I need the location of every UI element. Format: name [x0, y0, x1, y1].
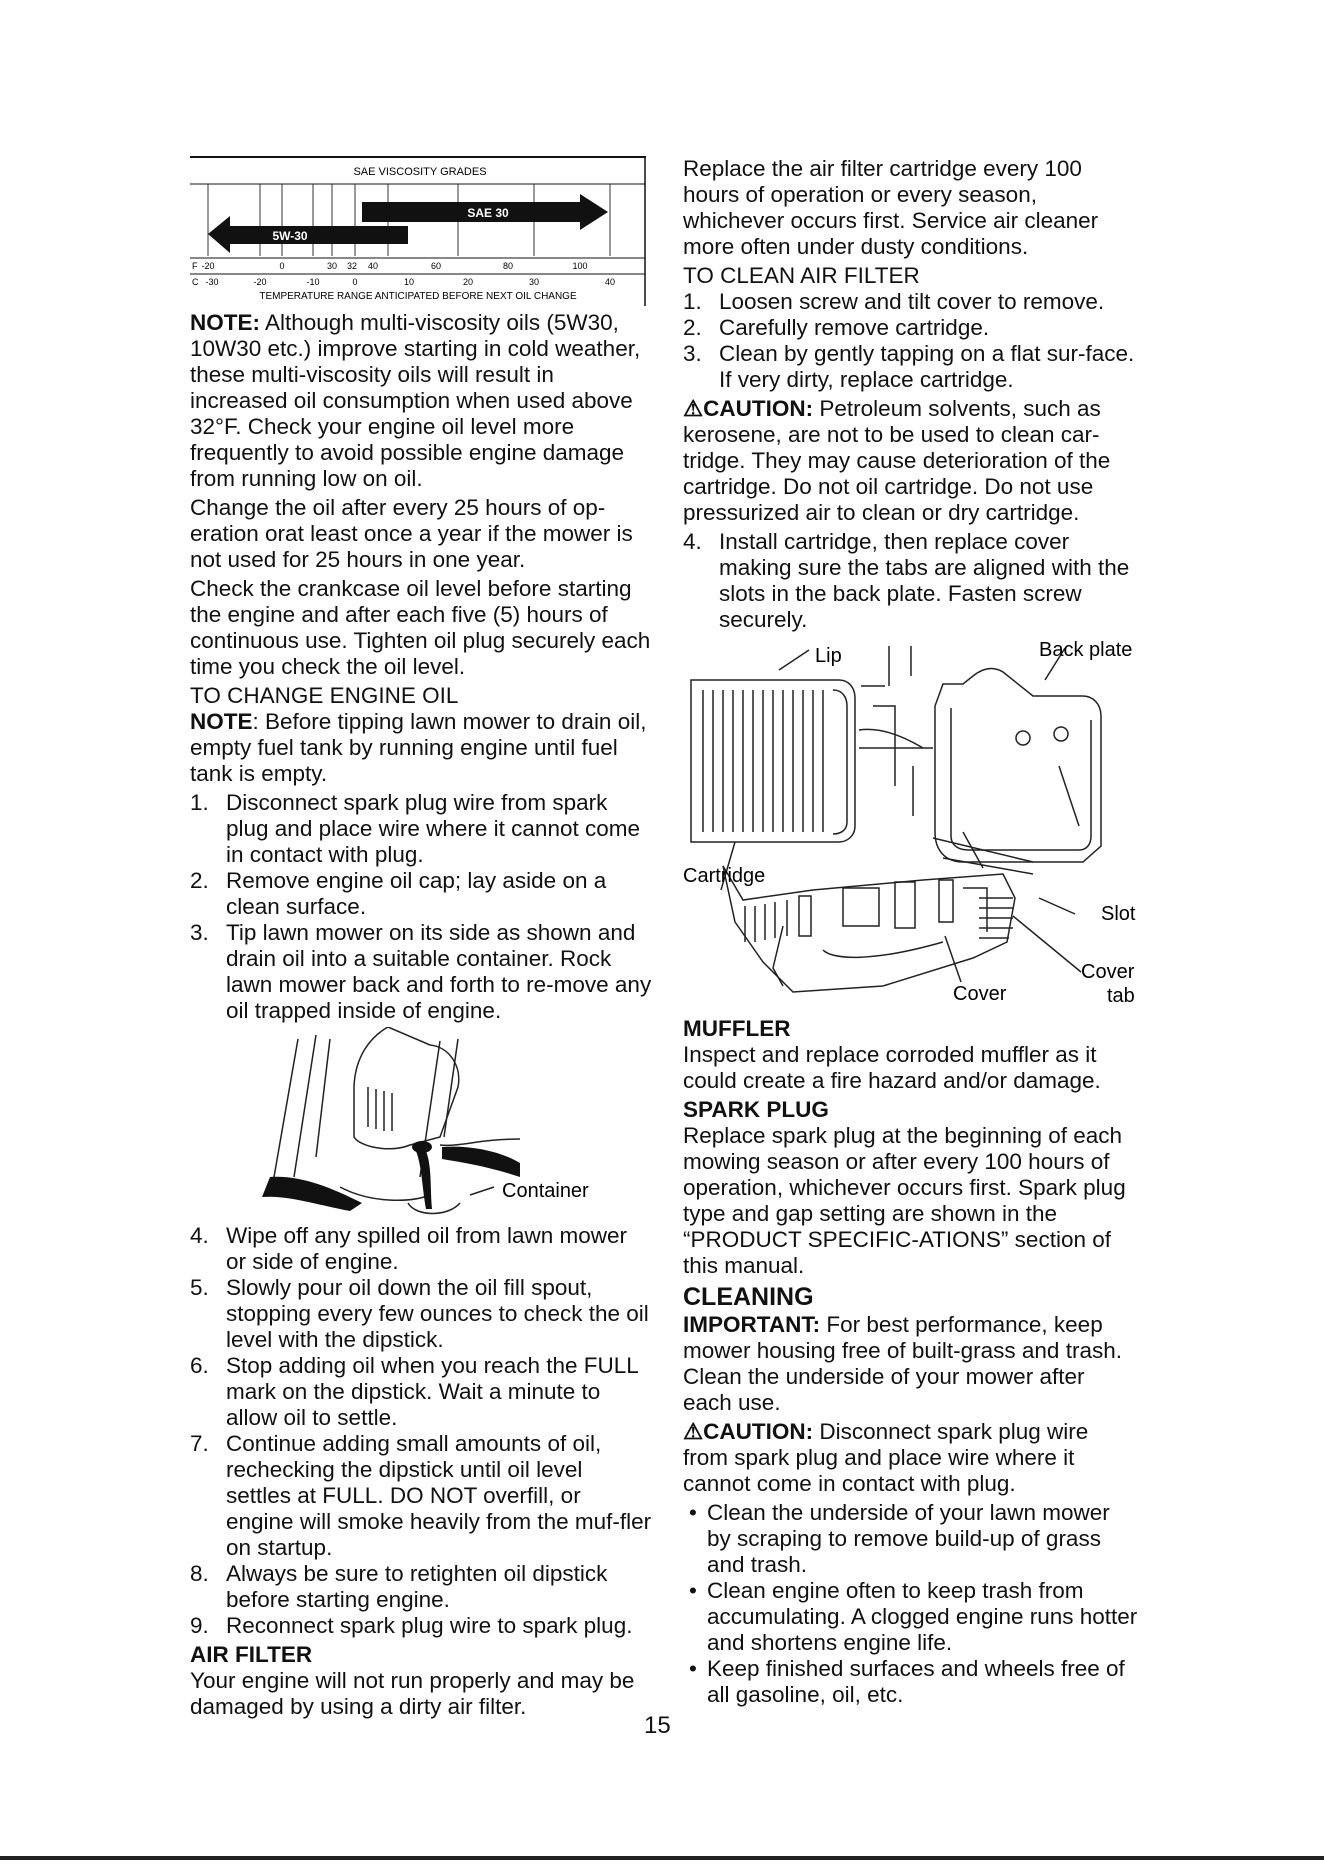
bullet-text: Keep finished surfaces and wheels free of all gasoline, oil, etc. — [707, 1656, 1125, 1707]
heading-change-engine-oil: TO CHANGE ENGINE OIL — [190, 683, 459, 708]
list-item — [190, 868, 652, 920]
c-tick: -30 — [205, 277, 219, 287]
oil-refill-steps — [190, 1223, 652, 1639]
bullet-text: Clean the underside of your lawn mower by scraping to remove build-up of grass and trash. — [707, 1500, 1110, 1577]
important-text: For best performance, keep mower housing free of built-grass and trash. Clean the underside of your mower after each use. — [683, 1312, 1122, 1415]
note-text: : Before tipping lawn mower to drain oil, empty fuel tank by running engine until fuel tank is empty. — [190, 709, 647, 786]
heading-air-filter: AIR FILTER — [190, 1642, 313, 1667]
step-text: Reconnect spark plug wire to spark plug. — [226, 1613, 633, 1638]
back-plate-label: Back plate — [1039, 639, 1133, 661]
list-item — [683, 1656, 1138, 1708]
f-tick: 40 — [367, 261, 379, 271]
air-filter-steps — [683, 289, 1138, 393]
important-note — [683, 1312, 1138, 1416]
step-number: 6. — [190, 1353, 209, 1378]
warning-triangle-icon: ⚠ — [683, 1419, 704, 1444]
list-item — [683, 529, 1138, 633]
step-number: 9. — [190, 1613, 209, 1638]
viscosity-chart-graphic — [190, 156, 646, 306]
f-tick: 80 — [502, 261, 514, 271]
heading-spark-plug: SPARK PLUG — [683, 1097, 829, 1122]
caution-label: CAUTION: — [703, 396, 814, 421]
air-filter-steps-continued — [683, 529, 1138, 633]
list-item — [190, 920, 652, 1024]
step-number: 2. — [683, 315, 702, 340]
bottom-border — [0, 1856, 1324, 1860]
note-multi-viscosity — [190, 310, 652, 492]
step-text: Remove engine oil cap; lay aside on a clean surface. — [226, 868, 607, 919]
note-label: NOTE — [190, 709, 253, 734]
step-number: 1. — [683, 289, 702, 314]
muffler-text: Inspect and replace corroded muffler as it could create a fire hazard and/or damage. — [683, 1042, 1101, 1093]
bullet: • — [689, 1578, 697, 1603]
heading-muffler: MUFFLER — [683, 1016, 791, 1041]
c-tick: 20 — [462, 277, 474, 287]
step-text: Disconnect spark plug wire from spark plug and place wire where it cannot come in contact with plug. — [226, 790, 640, 867]
c-tick: 40 — [604, 277, 616, 287]
note-text: Although multi-viscosity oils (5W30, 10W30 etc.) improve starting in cold weather, these multi-viscosity oils will result in increased oil consumption when used above 32°F. Check your engine oil level more frequently to avoid possible engine damage from running low on oil. — [190, 310, 641, 491]
celsius-label: C — [192, 277, 199, 287]
oil-change-interval: Change the oil after every 25 hours of op-eration orat least once a year if the mower is not used for 25 hours in one year. — [190, 495, 633, 572]
slot-label: Slot — [1101, 903, 1136, 925]
oil-level-check: Check the crankcase oil level before starting the engine and after each five (5) hours of continuous use. Tighten oil plug securely each time you check the oil level. — [190, 576, 651, 679]
drain-oil-illustration — [190, 1027, 652, 1221]
step-number: 2. — [190, 868, 209, 893]
bullet: • — [689, 1656, 697, 1681]
step-text: Stop adding oil when you reach the FULL mark on the dipstick. Wait a minute to allow oil to settle. — [226, 1353, 638, 1430]
step-number: 4. — [683, 529, 702, 554]
step-text: Tip lawn mower on its side as shown and drain oil into a suitable container. Rock lawn mower back and forth to re-move any oil trapped inside of engine. — [226, 920, 652, 1023]
step-text: Always be sure to retighten oil dipstick before starting engine. — [226, 1561, 608, 1612]
f-tick: 32 — [346, 261, 358, 271]
list-item — [190, 1561, 652, 1613]
step-number: 3. — [190, 920, 209, 945]
air-filter-interval: Replace the air filter cartridge every 100 hours of operation or every season, whichever occurs first. Service air cleaner more often under dusty conditions. — [683, 156, 1099, 259]
cover-tab-label-line1: Cover — [1081, 961, 1135, 983]
list-item — [683, 315, 1138, 341]
5w30-label: 5W-30 — [272, 229, 308, 243]
list-item — [190, 1431, 652, 1561]
heading-cleaning: CLEANING — [683, 1283, 814, 1311]
f-tick: 30 — [326, 261, 338, 271]
step-text: Continue adding small amounts of oil, rechecking the dipstick until oil level settles at FULL. DO NOT overfill, or engine will smoke heavily from the muf-fler on startup. — [226, 1431, 652, 1560]
left-column — [190, 156, 652, 1723]
step-number: 3. — [683, 341, 702, 366]
bullet-text: Clean engine often to keep trash from accumulating. A clogged engine runs hotter and shortens engine life. — [707, 1578, 1138, 1655]
list-item — [683, 289, 1138, 315]
caution-spark-wire — [683, 1419, 1138, 1497]
caution-label: CAUTION: — [703, 1419, 814, 1444]
c-tick: 30 — [528, 277, 540, 287]
fahrenheit-label: F — [192, 261, 198, 271]
c-tick: 10 — [403, 277, 415, 287]
f-tick: -20 — [201, 261, 215, 271]
list-item — [683, 1578, 1138, 1656]
cleaning-bullets — [683, 1500, 1138, 1708]
step-number: 7. — [190, 1431, 209, 1456]
container-label: Container — [502, 1180, 589, 1202]
c-tick: -10 — [306, 277, 320, 287]
list-item — [683, 1500, 1138, 1578]
spark-plug-text: Replace spark plug at the beginning of each mowing season or after every 100 hours of operation, whichever occurs first. Spark plug type and gap setting are shown in the “PRODUCT SPECIFIC-ATIONS” section of this manual. — [683, 1123, 1126, 1278]
list-item — [683, 341, 1138, 393]
bullet: • — [689, 1500, 697, 1525]
note-tipping — [190, 709, 652, 787]
sae-viscosity-chart — [190, 156, 646, 306]
c-tick: 0 — [352, 277, 358, 287]
page-number: 15 — [644, 1712, 671, 1739]
viscosity-chart-caption: TEMPERATURE RANGE ANTICIPATED BEFORE NEXT OIL CHANGE — [259, 291, 577, 302]
step-text: Clean by gently tapping on a flat sur-face. If very dirty, replace cartridge. — [719, 341, 1135, 392]
cover-tab-label-line2: tab — [1107, 985, 1135, 1007]
important-label: IMPORTANT: — [683, 1312, 821, 1337]
note-label: NOTE: — [190, 310, 260, 335]
f-tick: 0 — [279, 261, 285, 271]
step-number: 8. — [190, 1561, 209, 1586]
caution-text: Disconnect spark plug wire from spark plug and place wire where it cannot come in contact with plug. — [683, 1419, 1089, 1496]
cover-label: Cover — [953, 983, 1007, 1005]
cartridge-label: Cartridge — [683, 865, 766, 887]
step-number: 1. — [190, 790, 209, 815]
f-tick: 60 — [430, 261, 442, 271]
step-number: 4. — [190, 1223, 209, 1248]
caution-solvents — [683, 396, 1138, 526]
list-item — [190, 1353, 652, 1431]
caution-text: Petroleum solvents, such as kerosene, are not to be used to clean car-tridge. They may cause deterioration of the cartridge. Do not oil cartridge. Do not use pressurized air to clean or dry cartridge. — [683, 396, 1111, 525]
step-text: Carefully remove cartridge. — [719, 315, 990, 340]
step-number: 5. — [190, 1275, 209, 1300]
lip-label: Lip — [815, 645, 842, 667]
list-item — [190, 1275, 652, 1353]
air-filter-intro: Your engine will not run properly and may be damaged by using a dirty air filter. — [190, 1668, 635, 1719]
sae30-label: SAE 30 — [467, 206, 509, 220]
step-text: Loosen screw and tilt cover to remove. — [719, 289, 1105, 314]
step-text: Install cartridge, then replace cover making sure the tabs are aligned with the slots in the back plate. Fasten screw securely. — [719, 529, 1130, 632]
air-filter-illustration — [683, 636, 1138, 1014]
heading-clean-air-filter: TO CLEAN AIR FILTER — [683, 263, 920, 288]
list-item — [190, 1613, 652, 1639]
oil-change-steps — [190, 790, 652, 1024]
right-column — [683, 156, 1138, 1711]
list-item — [190, 790, 652, 868]
warning-triangle-icon: ⚠ — [683, 396, 704, 421]
f-tick: 100 — [572, 261, 588, 271]
viscosity-chart-title: SAE VISCOSITY GRADES — [353, 166, 487, 178]
c-tick: -20 — [253, 277, 267, 287]
step-text: Slowly pour oil down the oil fill spout, stopping every few ounces to check the oil level with the dipstick. — [226, 1275, 649, 1352]
step-text: Wipe off any spilled oil from lawn mower or side of engine. — [226, 1223, 627, 1274]
list-item — [190, 1223, 652, 1275]
